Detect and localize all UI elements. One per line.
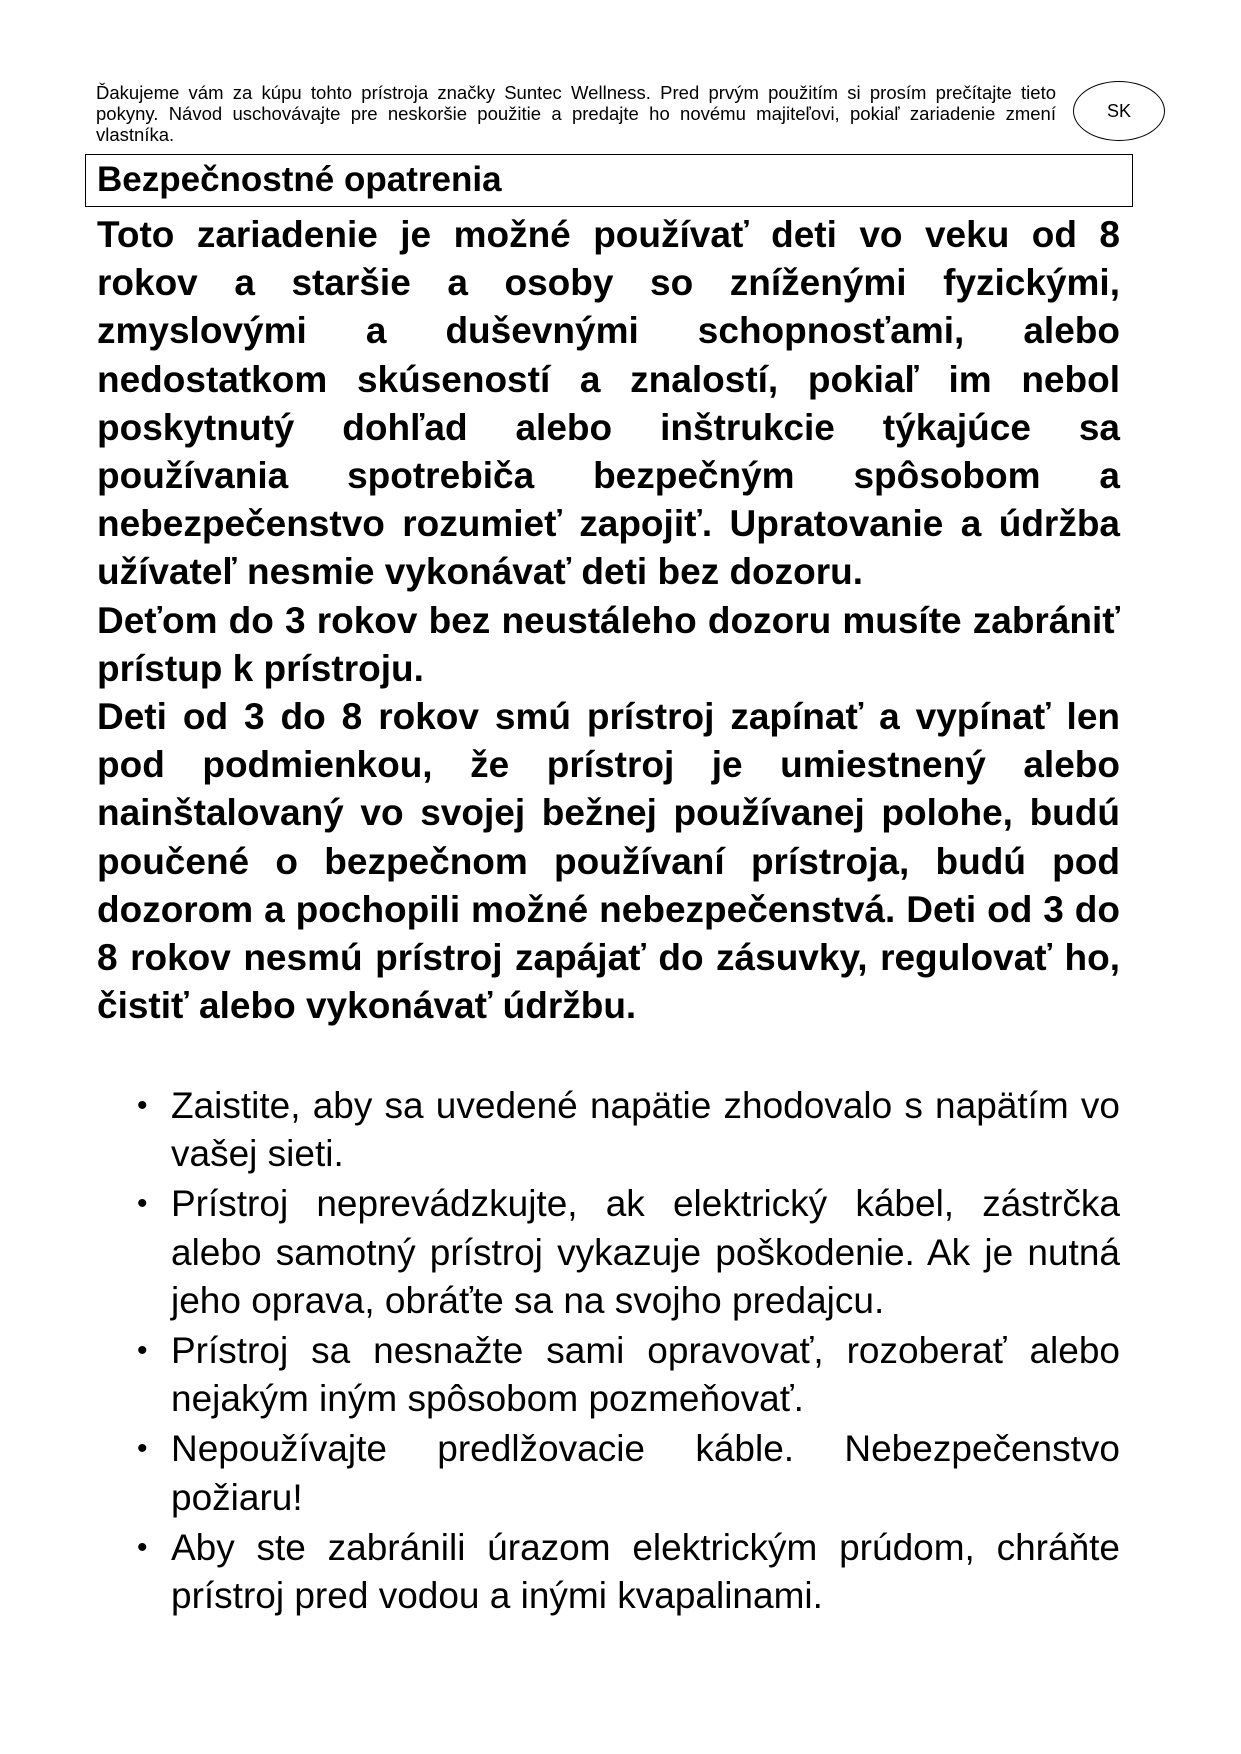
bullet-icon: • — [137, 1334, 148, 1368]
list-item — [97, 1327, 1120, 1423]
bullet-icon: • — [137, 1432, 148, 1466]
warning-paragraph-3: Deti od 3 do 8 rokov smú prístroj zapínať a vypínať len pod podmienkou, že prístroj je umiestnený alebo nainštalovaný vo svojej bežnej používanej polohe, budú poučené o bezpečnom používaní prístroja, budú pod dozorom a pochopili možné nebezpečenstvá. Deti od 3 do 8 rokov nesmú prístroj zapájať do zásuvky, regulovať ho, čistiť alebo vykonávať údržbu. — [97, 696, 1120, 1027]
list-item — [97, 1524, 1120, 1620]
list-item-text: Aby ste zabránili úrazom elektrickým prúdom, chráňte prístroj pred vodou a inými kvapalinami. — [171, 1526, 1120, 1617]
warning-paragraph-1: Toto zariadenie je možné používať deti vo veku od 8 rokov a staršie a osoby so zníženými fyzickými, zmyslovými a duševnými schopnosťami, alebo nedostatkom skúseností a znalostí, pokiaľ im nebol poskytnutý dohľad alebo inštrukcie týkajúce sa používania spotrebiča bezpečným spôsobom a nebezpečenstvo rozumieť zapojiť. Upratovanie a údržba užívateľ nesmie vykonávať deti bez dozoru. — [97, 214, 1120, 593]
intro-text: Ďakujeme vám za kúpu tohto prístroja značky Suntec Wellness. Pred prvým použitím si prosím prečítajte tieto pokyny. Návod uschovávajte pre neskoršie použitie a predajte ho novému majiteľovi, pokiaľ zariadenie zmení vlastníka. — [96, 82, 1056, 145]
safety-bullet-list — [97, 1082, 1120, 1622]
warning-paragraph-2: Deťom do 3 rokov bez neustáleho dozoru musíte zabrániť prístup k prístroju. — [97, 599, 1120, 689]
list-item-text: Zaistite, aby sa uvedené napätie zhodovalo s napätím vo vašej sieti. — [171, 1085, 1120, 1175]
section-title: Bezpečnostné opatrenia — [85, 154, 1133, 207]
list-item-text: Nepoužívajte predlžovacie káble. Nebezpečenstvo požiaru! — [171, 1428, 1120, 1518]
language-badge: SK — [1073, 81, 1165, 141]
bullet-icon: • — [137, 1530, 148, 1564]
bullet-icon: • — [137, 1089, 148, 1122]
list-item — [97, 1425, 1120, 1521]
list-item — [97, 1082, 1120, 1178]
list-item-text: Prístroj neprevádzkujte, ak elektrický kábel, zástrčka alebo samotný prístroj vykazuje poškodenie. Ak je nutná jeho oprava, obráťte sa na svojho predajcu. — [171, 1183, 1120, 1321]
list-item-text: Prístroj sa nesnažte sami opravovať, rozoberať alebo nejakým iným spôsobom pozmeňovať. — [171, 1330, 1120, 1420]
safety-warnings — [97, 211, 1120, 1030]
list-item — [97, 1180, 1120, 1325]
bullet-icon: • — [137, 1187, 148, 1221]
